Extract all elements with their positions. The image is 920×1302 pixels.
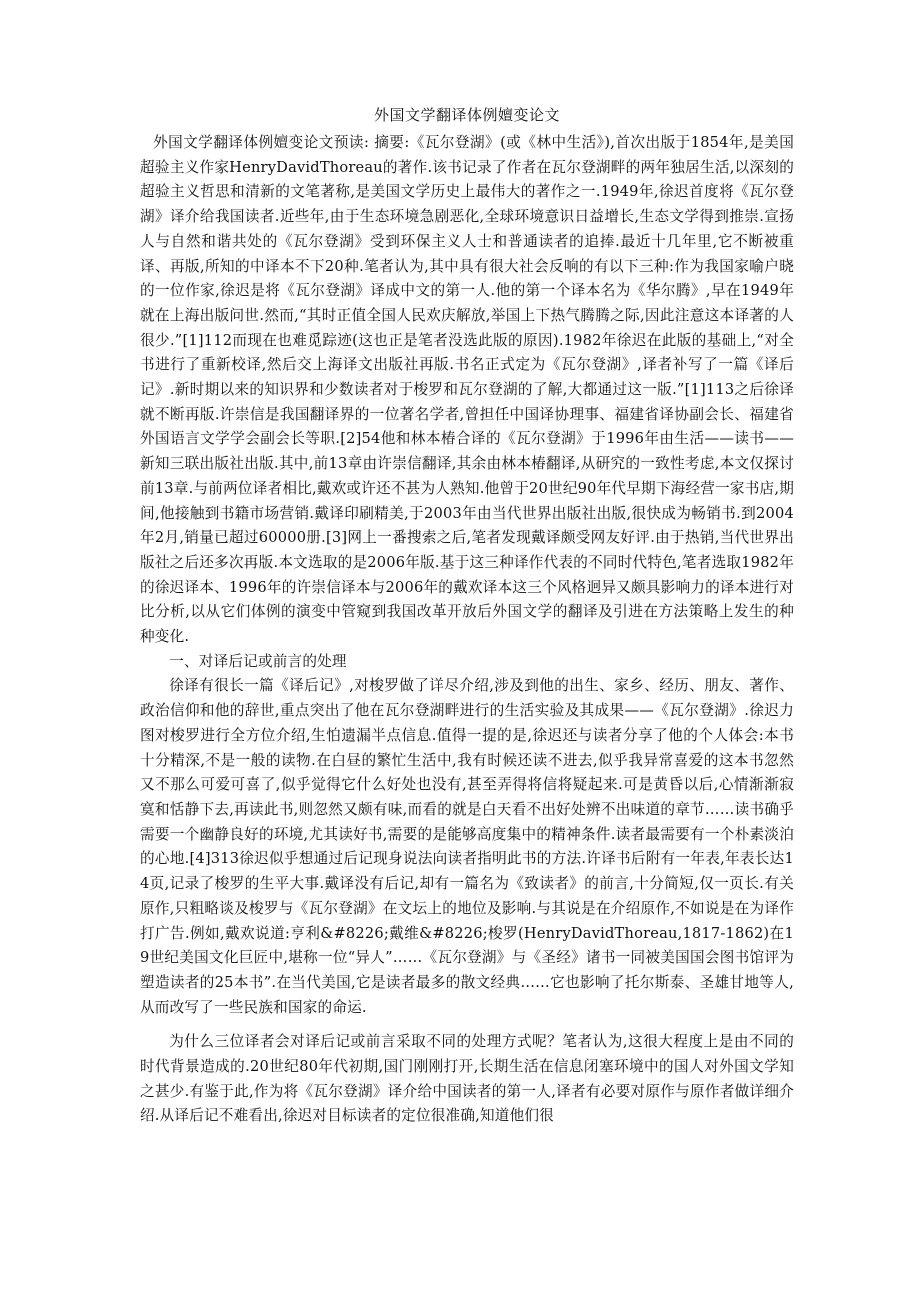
body-paragraph-2: 徐译有很长一篇《译后记》,对梭罗做了详尽介绍,涉及到他的出生、家乡、经历、朋友、著作、政治信仰和他的辞世,重点突出了他在瓦尔登湖畔进行的生活实验及其成果——《瓦尔登湖》.徐迟力图对梭罗进行全方位介绍,生怕遗漏半点信息.值得一提的是,徐迟还与读者分享了他的个人体会:本书十分精深,不是一般的读物.在白昼的繁忙生活中,我有时候还读不进去,似乎我异常喜爱的这本书忽然又不那么可爱可喜了,似乎觉得它什么好处也没有,甚至弄得将信将疑起来.可是黄昏以后,心情渐渐寂寞和恬静下去,再读此书,则忽然又颇有味,而看的就是白天看不出好处辨不出味道的章节……读书确乎需要一个幽静良好的环境,尤其读好书,需要的是能够高度集中的精神条件.读者最需要有一个朴素淡泊的心地.[4]313徐迟似乎想通过后记现身说法向读者指明此书的方法.许译书后附有一年表,年表长达14页,记录了梭罗的生平大事.戴译没有后记,却有一篇名为《致读者》的前言,十分简短,仅一页长.有关原作,只粗略谈及梭罗与《瓦尔登湖》在文坛上的地位及影响.与其说是在介绍原作,不如说是在为译作打广告.例如,戴欢说道:亨利&#8226;戴维&#8226;梭罗(HenryDavidThoreau,1817-1862)在19世纪美国文化巨匠中,堪称一位“异人”……《瓦尔登湖》与《圣经》诸书一同被美国国会图书馆评为塑造读者的25本书”.在当代美国,它是读者最多的散文经典……它也影响了托尔斯泰、圣雄甘地等人,从而改写了一些民族和国家的命运. [140,677,794,1016]
intro-paragraph: 外国文学翻译体例嬗变论文预读: 摘要:《瓦尔登湖》(或《林中生活》),首次出版于1854年,是美国超验主义作家HenryDavidThoreau的著作.该书记录了作者在瓦尔登湖畔的两年独居生活,以深刻的超验主义哲思和清新的文笔著称,是美国文学历史上最伟大的著作之一.1949年,徐迟首度将《瓦尔登湖》译介给我国读者.近些年,由于生态环境急剧恶化,全球环境意识日益增长,生态文学得到推崇.宣扬人与自然和谐共处的《瓦尔登湖》受到环保主义人士和普通读者的追捧.最近十几年里,它不断被重译、再版,所知的中译本不下20种.笔者认为,其中具有很大社会反响的有以下三种:作为我国家喻户晓的一位作家,徐迟是将《瓦尔登湖》译成中文的第一人.他的第一个译本名为《华尔腾》,早在1949年就在上海出版问世.然而,“其时正值全国人民欢庆解放,举国上下热气腾腾之际,因此注意这本译著的人很少.”[1]112而现在也难觅踪迹(这也正是笔者没选此版的原因).1982年徐迟在此版的基础上,“对全书进行了重新校译,然后交上海译文出版社再版.书名正式定为《瓦尔登湖》,译者补写了一篇《译后记》.新时期以来的知识界和少数读者对于梭罗和瓦尔登湖的了解,大都通过这一版.”[1]113之后徐译就不断再版.许崇信是我国翻译界的一位著名学者,曾担任中国译协理事、福建省译协副会长、福建省外国语言文学学会副会长等职.[2]54他和林本椿合译的《瓦尔登湖》于1996年由生活——读书——新知三联出版社出版.其中,前13章由许崇信翻译,其余由林本椿翻译,从研究的一致性考虑,本文仅探讨前13章.与前两位译者相比,戴欢或许还不甚为人熟知.他曾于20世纪90年代早期下海经营一家书店,期间,他接触到书籍市场营销.戴译印刷精美,于2003年由当代世界出版社出版,很快成为畅销书.到2004年2月,销量已超过60000册.[3]网上一番搜索之后,笔者发现戴译颇受网友好评.由于热销,当代世界出版社之后还多次再版.本文选取的是2006年版.基于这三种译作代表的不同时代特色,笔者选取1982年的徐迟译本、1996年的许崇信译本与2006年的戴欢译本这三个风格迥异又颇具影响力的译本进行对比分析,以从它们体例的演变中管窥到我国改革开放后外国文学的翻译及引进在方法策略上发生的种种变化. [140,134,795,646]
body-paragraph-3: 为什么三位译者会对译后记或前言采取不同的处理方式呢？笔者认为,这很大程度上是由不同的时代背景造成的.20世纪80年代初期,国门刚刚打开,长期生活在信息闭塞环境中的国人对外国文学知之甚少.有鉴于此,作为将《瓦尔登湖》译介给中国读者的第一人,译者有必要对原作与原作者做详细介绍.从译后记不难看出,徐迟对目标读者的定位很准确,知道他们很 [140,1033,794,1125]
document-title: 外国文学翻译体例嬗变论文 [373,106,560,124]
section-heading: 一、对译后记或前言的处理 [169,652,347,670]
